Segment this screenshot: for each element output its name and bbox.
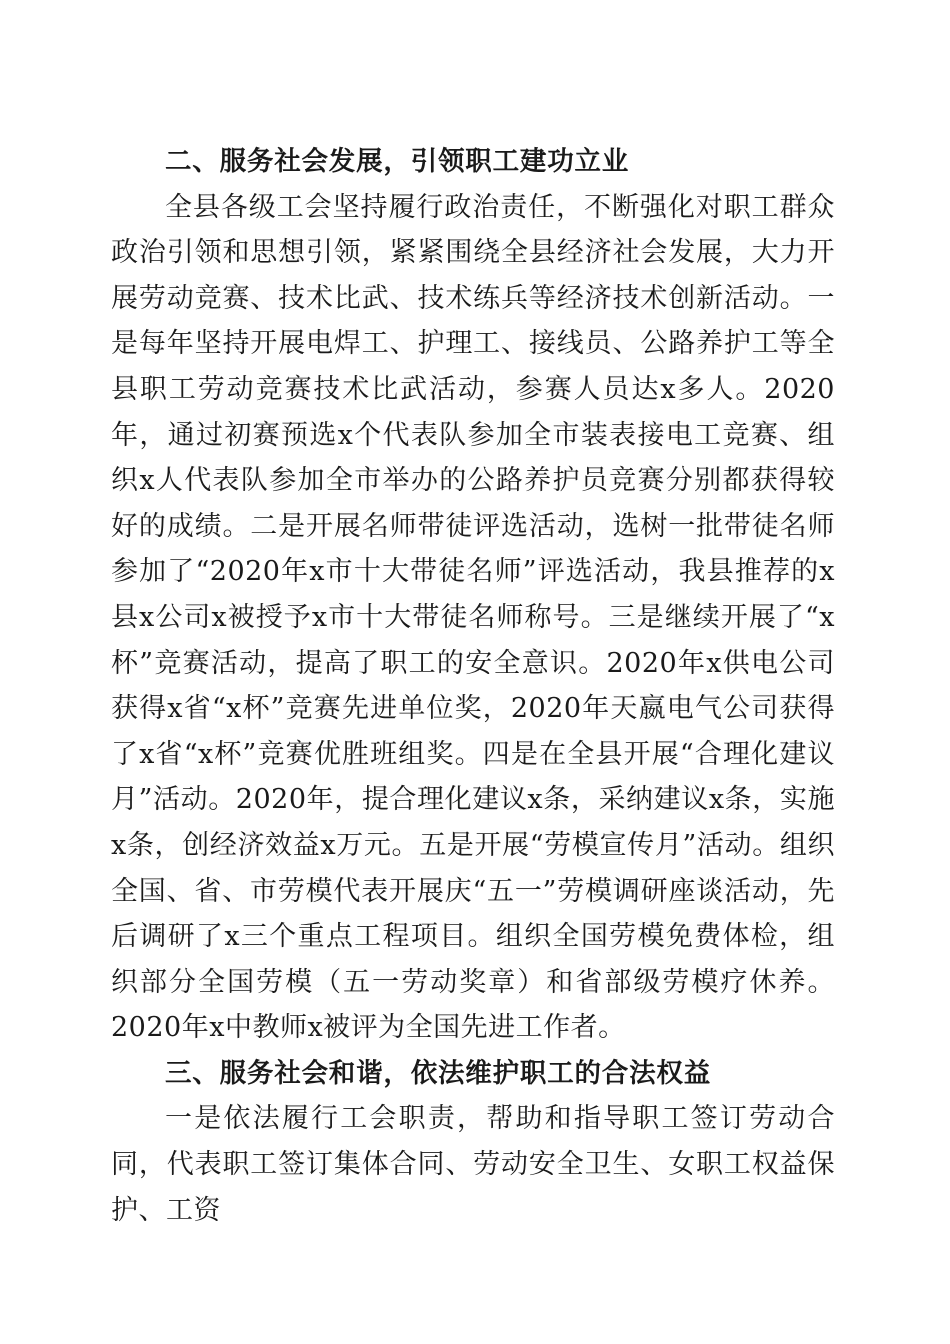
document-body (111, 139, 835, 1233)
section-heading-service-harmony: 三、服务社会和谐，依法维护职工的合法权益 (165, 1057, 711, 1089)
section-heading-service-development: 二、服务社会发展，引领职工建功立业 (165, 146, 630, 177)
section-paragraph-service-development: 全县各级工会坚持履行政治责任，不断强化对职工群众政治引领和思想引领，紧紧围绕全县经济社会发展，大力开展劳动竞赛、技术比武、技术练兵等经济技术创新活动。一是每年坚持开展电焊工、护理工、接线员、公路养护工等全县职工劳动竞赛技术比武活动，参赛人员达x多人。2020年，通过初赛预选x个代表队参加全市装表接电工竞赛、组织x人代表队参加全市举办的公路养护员竞赛分别都获得较好的成绩。二是开展名师带徒评选活动，选树一批带徒名师参加了“2020年x市十大带徒名师”评选活动，我县推荐的x县x公司x被授予x市十大带徒名师称号。三是继续开展了“x杯”竞赛活动，提高了职工的安全意识。2020年x供电公司获得x省“x杯”竞赛先进单位奖，2020年天嬴电气公司获得了x省“x杯”竞赛优胜班组奖。四是在全县开展“合理化建议月”活动。2020年，提合理化建议x条，采纳建议x条，实施x条，创经济效益x万元。五是开展“劳模宣传月”活动。组织全国、省、市劳模代表开展庆“五一”劳模调研座谈活动，先后调研了x三个重点工程项目。组织全国劳模免费体检，组织部分全国劳模（五一劳动奖章）和省部级劳模疗休养。2020年x中教师x被评为全国先进工作者。 (111, 191, 835, 1044)
section-paragraph-service-harmony: 一是依法履行工会职责，帮助和指导职工签订劳动合同，代表职工签订集体合同、劳动安全卫生、女职工权益保护、工资 (111, 1103, 835, 1226)
